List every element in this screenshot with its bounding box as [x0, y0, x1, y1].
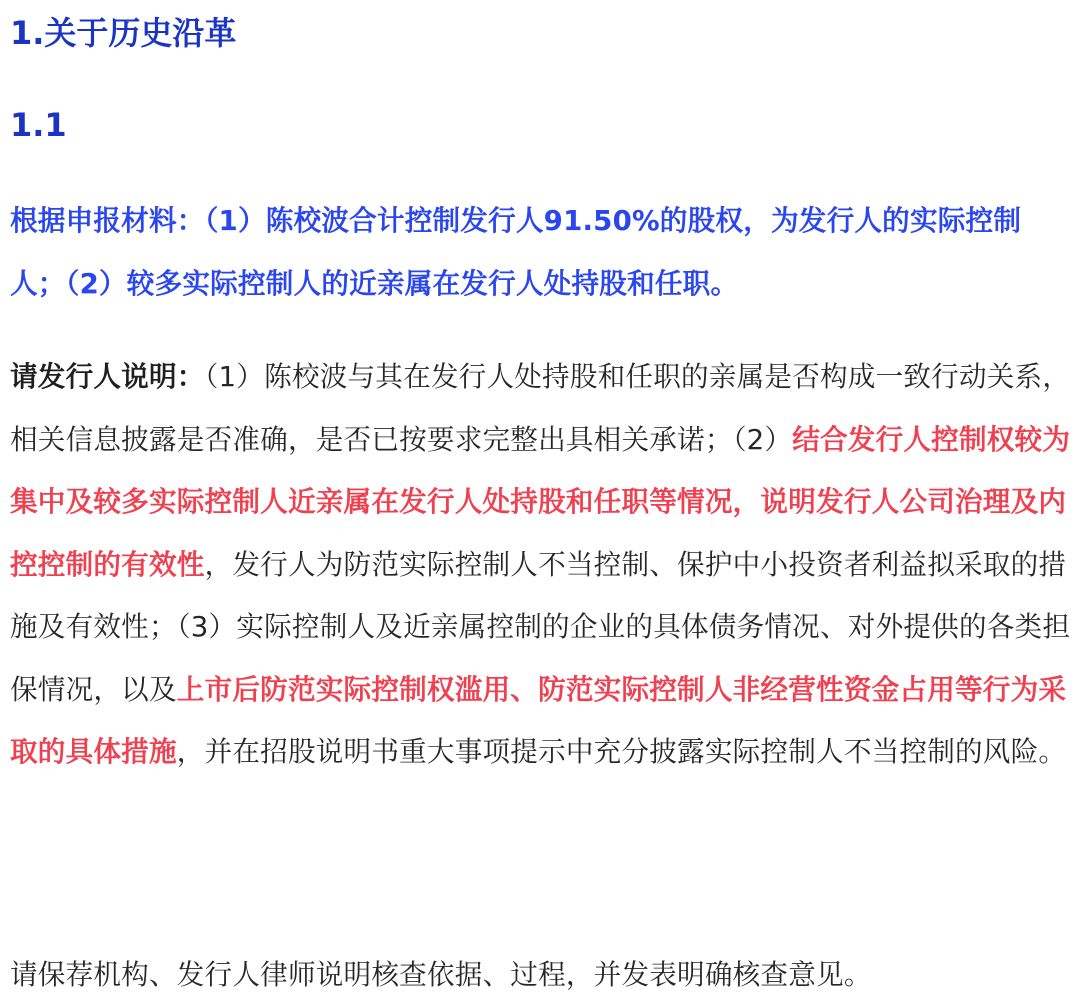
highlight-text-1: 结合发行人控制权较为集中及较多实际控制人近亲属在发行人处持股和任职等情况，说明发行人公司治理及内控控制的有效性	[10, 422, 1071, 581]
blue-paragraph: 根据申报材料：（1）陈校波合计控制发行人91.50%的股权，为发行人的实际控制人；（2）较多实际控制人的近亲属在发行人处持股和任职。	[10, 204, 1022, 300]
main-paragraph-lead: 请发行人说明：	[10, 360, 205, 393]
main-paragraph-part2: ，发行人为防范实际控制人不当控制、保护中小投资者利益拟采取的措施及有效性；（3）实际控制人及近亲属控制的企业的具体债务情况、对外提供的各类担保情况，以及	[10, 547, 1071, 706]
subsection-heading: 1.1	[10, 106, 67, 144]
highlight-text-2: 上市后防范实际控制权滥用、防范实际控制人非经营性资金占用等行为采取的具体措施	[10, 672, 1067, 768]
closing-paragraph: 请保荐机构、发行人律师说明核查依据、过程，并发表明确核查意见。	[10, 958, 872, 991]
main-paragraph-part1: （1）陈校波与其在发行人处持股和任职的亲属是否构成一致行动关系，相关信息披露是否准确，是否已按要求完整出具相关承诺；（2）	[10, 360, 1071, 456]
section-heading: 1.关于历史沿革	[10, 14, 237, 52]
main-paragraph-part3: ，并在招股说明书重大事项提示中充分披露实际控制人不当控制的风险。	[176, 735, 1067, 768]
main-paragraph	[10, 346, 1074, 784]
